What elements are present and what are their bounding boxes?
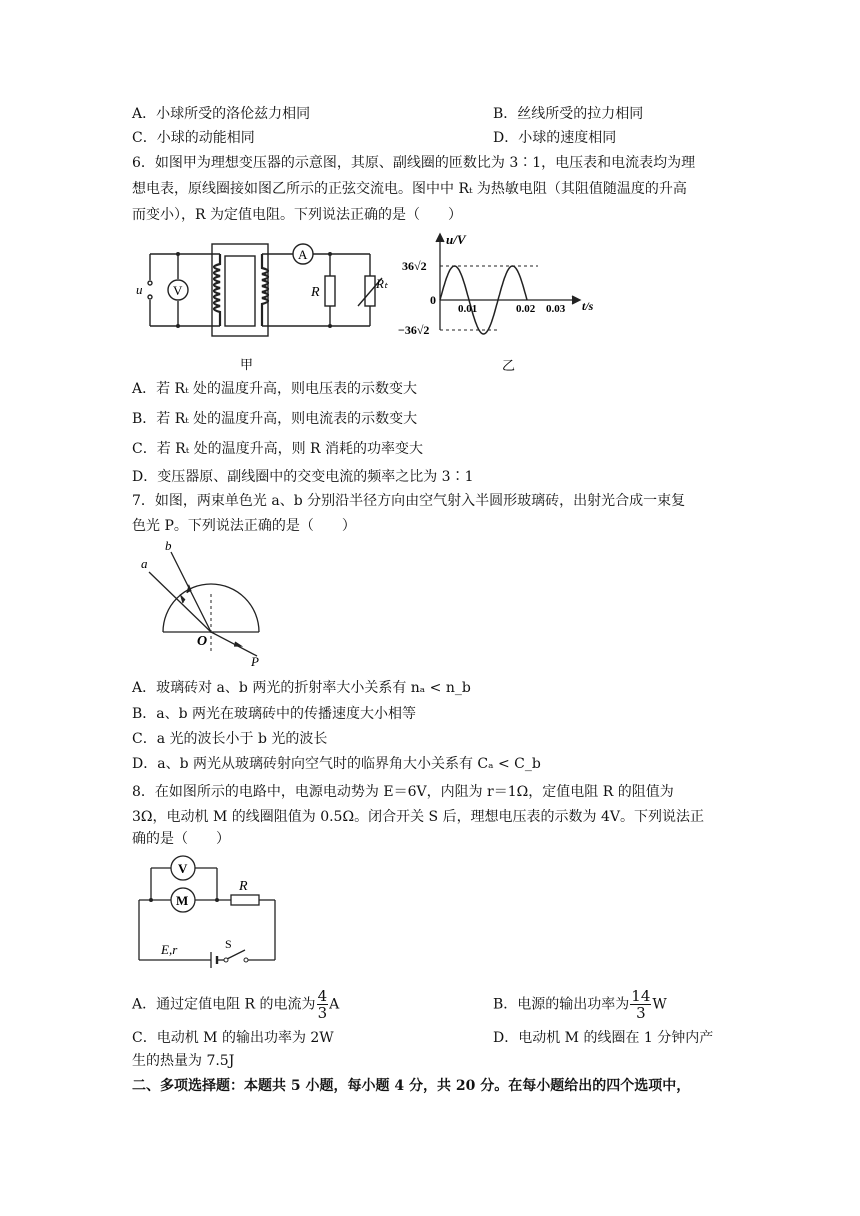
q7-stem-line1: 7．如图，两束单色光 a、b 分别沿半径方向由空气射入半圆形玻璃砖，出射光合成一束复 — [132, 493, 686, 509]
q7-option-d: D．a、b 两光从玻璃砖射向空气时的临界角大小关系有 Cₐ < C_b — [132, 756, 541, 772]
q6-fig-ammeter-label: A — [298, 247, 308, 262]
q6-stem-line1: 6．如图甲为理想变压器的示意图，其原、副线圈的匝数比为 3∶1，电压表和电流表均为理 — [132, 155, 696, 171]
q8-option-b — [493, 988, 667, 1021]
section2-heading: 二、多项选择题：本题共 5 小题，每小题 4 分，共 20 分。在每小题给出的四个选项中， — [132, 1078, 691, 1094]
q8-fig-voltmeter-label: V — [178, 861, 188, 876]
q6-stem-line3: 而变小），R 为定值电阻。下列说法正确的是（ ） — [132, 207, 462, 223]
q8-option-b-text: B．电源的输出功率为 — [493, 996, 630, 1013]
q6-option-c: C．若 Rₜ 处的温度升高，则 R 消耗的功率变大 — [132, 441, 424, 457]
q8-option-a-text: A．通过定值电阻 R 的电流为 — [132, 996, 316, 1013]
q6-fig-jia-caption: 甲 — [240, 357, 254, 372]
q8-option-a-numerator: 4 — [317, 987, 328, 1005]
q8-option-b-denominator: 3 — [636, 1004, 646, 1022]
q6-transformer-figure — [130, 236, 390, 376]
q5-option-a: A．小球所受的洛伦兹力相同 — [132, 106, 311, 122]
q7-fig-a-label: a — [141, 556, 148, 571]
q8-option-a — [132, 988, 339, 1021]
q6-option-d: D．变压器原、副线圈中的交变电流的频率之比为 3∶1 — [132, 469, 474, 485]
q8-option-a-unit: A — [329, 996, 340, 1013]
q8-option-a-denominator: 3 — [317, 1004, 328, 1022]
q8-option-d-line2: 生的热量为 7.5J — [132, 1053, 235, 1069]
q8-stem-line2: 3Ω，电动机 M 的线圈阻值为 0.5Ω。闭合开关 S 后，理想电压表的示数为 4V。下列说法正 — [132, 809, 705, 825]
q6-option-a: A．若 Rₜ 处的温度升高，则电压表的示数变大 — [132, 381, 418, 397]
q6-fig-r-label: R — [311, 285, 320, 300]
q6-graph-ylabel: u/V — [446, 232, 466, 247]
q6-sine-graph — [398, 230, 618, 376]
q8-option-d-line1: D．电动机 M 的线圈在 1 分钟内产 — [493, 1030, 714, 1046]
q6-fig-u-label: u — [136, 282, 143, 297]
q8-circuit-figure — [135, 852, 285, 970]
q7-fig-p-label: P — [251, 654, 259, 668]
q8-fig-r-label: R — [239, 879, 248, 894]
q7-option-b: B．a、b 两光在玻璃砖中的传播速度大小相等 — [132, 706, 417, 722]
q6-graph-zero: 0 — [430, 293, 436, 307]
q6-graph-ymax: 36√2 — [402, 259, 427, 273]
q5-option-b: B．丝线所受的拉力相同 — [493, 106, 644, 122]
q8-fig-motor-label: M — [176, 893, 189, 908]
q8-stem-line1: 8．在如图所示的电路中，电源电动势为 E＝6V，内阻为 r＝1Ω，定值电阻 R 的阻值为 — [132, 784, 674, 800]
q6-graph-xlabel: t/s — [582, 299, 594, 313]
q7-option-a: A．玻璃砖对 a、b 两光的折射率大小关系有 nₐ < n_b — [132, 680, 471, 696]
q6-graph-t2: 0.02 — [516, 303, 536, 315]
q8-option-b-unit: W — [652, 996, 667, 1013]
q6-stem-line2: 想电表，原线圈接如图乙所示的正弦交流电。图中中 Rₜ 为热敏电阻（其阻值随温度的升高 — [132, 181, 687, 197]
q6-option-b: B．若 Rₜ 处的温度升高，则电流表的示数变大 — [132, 411, 418, 427]
q6-fig-voltmeter-label: V — [173, 283, 183, 298]
q8-stem-line3: 确的是（ ） — [132, 831, 230, 847]
q6-graph-t1: 0.01 — [458, 303, 478, 315]
q6-graph-ymin: −36√2 — [398, 323, 430, 337]
q8-option-a-fraction — [317, 988, 329, 1021]
q6-fig-rt-label: Rₜ — [376, 276, 388, 291]
q7-glass-brick-figure — [135, 538, 275, 668]
q8-option-c: C．电动机 M 的输出功率为 2W — [132, 1030, 334, 1046]
q8-fig-er-label: E,r — [161, 942, 178, 957]
q6-graph-t3: 0.03 — [546, 303, 566, 315]
q5-option-d: D．小球的速度相同 — [493, 130, 617, 146]
q8-option-b-numerator: 14 — [631, 987, 651, 1005]
q6-fig-yi-caption: 乙 — [502, 358, 516, 373]
q7-fig-o-label: O — [197, 634, 208, 649]
q5-option-c: C．小球的动能相同 — [132, 130, 255, 146]
q7-fig-b-label: b — [165, 538, 172, 553]
q8-fig-s-label: S — [225, 937, 232, 951]
q7-stem-line2: 色光 P。下列说法正确的是（ ） — [132, 518, 356, 534]
q8-option-b-fraction — [630, 988, 651, 1021]
q7-option-c: C．a 光的波长小于 b 光的波长 — [132, 731, 328, 747]
